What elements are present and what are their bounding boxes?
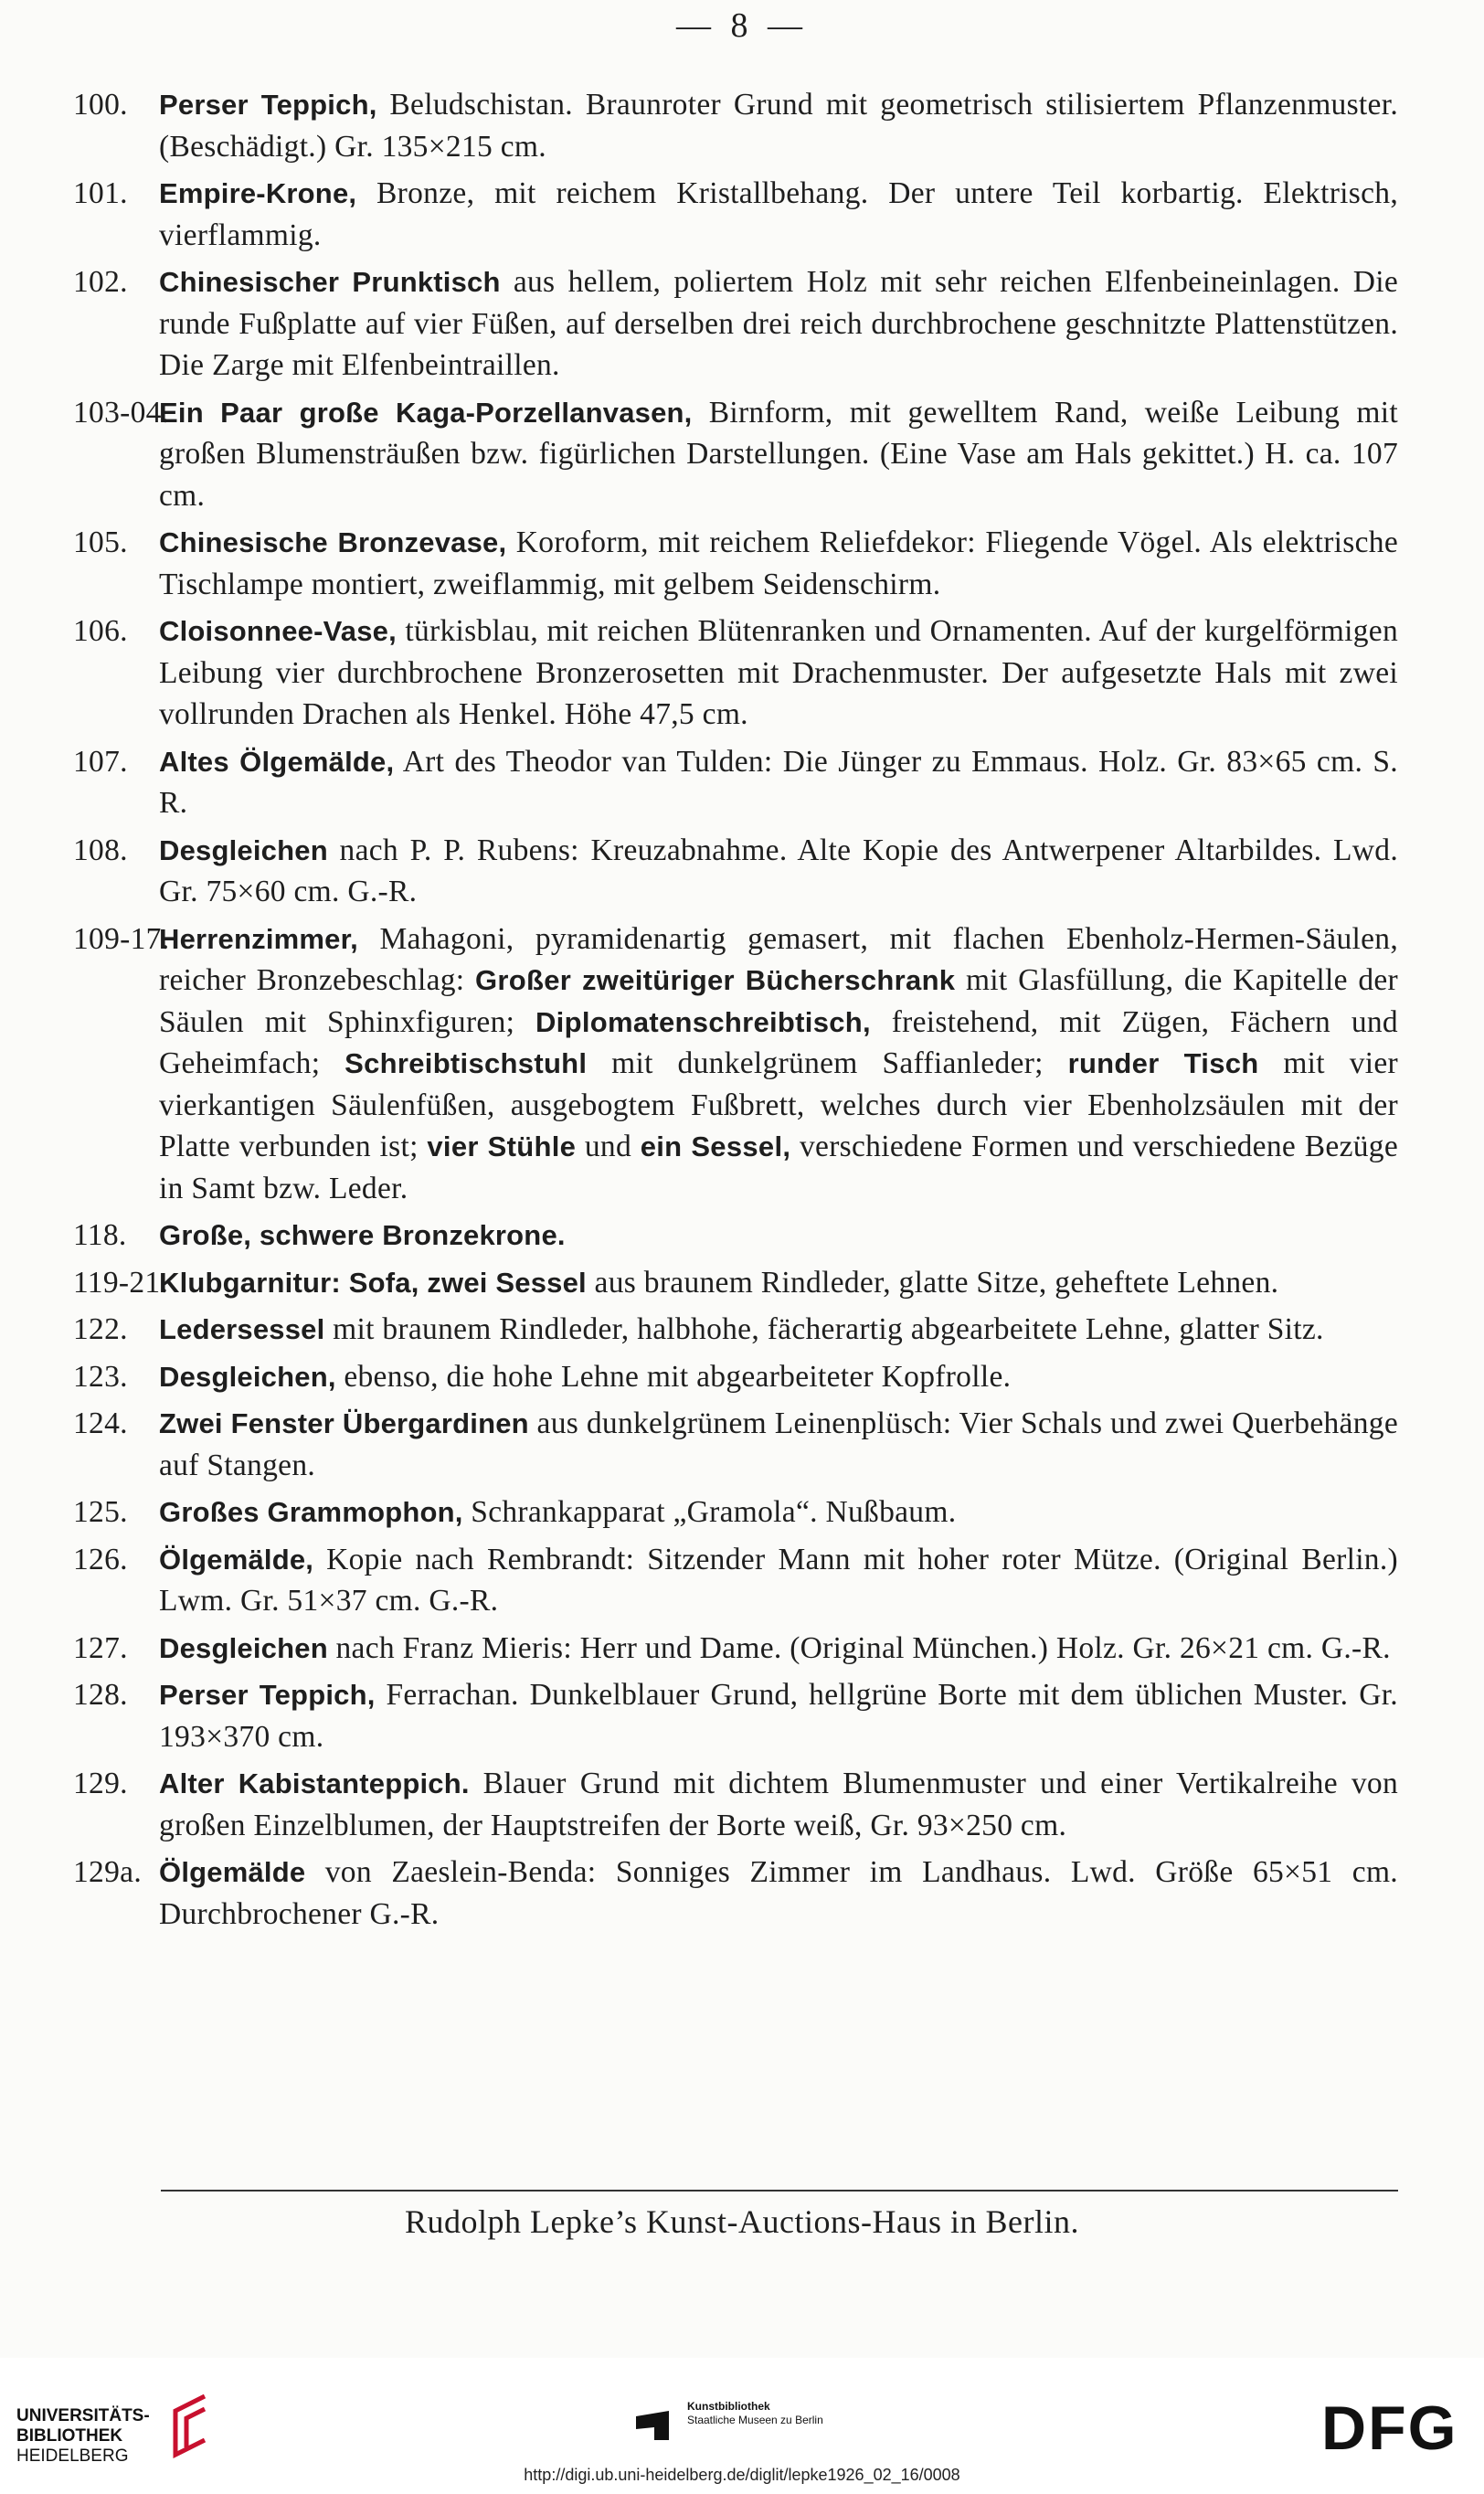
entry-number: 122. [73, 1312, 128, 1346]
entry-number: 123. [73, 1359, 128, 1394]
entry-text: Birnform, mit gewelltem Rand, weiße Leibung mit großen Blumensträußen bzw. figürlichen Darstellungen. (Eine Vase am Hals gekittet.) H. ca. 107 cm. [159, 395, 1398, 513]
catalog-entry [73, 1852, 1398, 1935]
entry-number: 129. [73, 1767, 128, 1800]
entry-number: 125. [73, 1495, 128, 1529]
catalog-entry [73, 392, 1398, 517]
entry-number: 100. [73, 88, 128, 122]
catalog-entry [73, 1763, 1398, 1846]
footer-divider [161, 2190, 1398, 2192]
entry-title: Ölgemälde [159, 1856, 306, 1888]
catalog-entry [73, 1539, 1398, 1622]
entry-text: von Zaeslein-Benda: Sonniges Zimmer im Landhaus. Lwd. Größe 65×51 cm. Durchbrochener G.-R. [159, 1855, 1398, 1931]
entry-text: Beludschistan. Braunroter Grund mit geometrisch stilisiertem Pflanzenmuster. (Beschädigt.) Gr. 135×215 cm. [159, 88, 1398, 164]
entry-title: Große, schwere Bronzekrone. [159, 1219, 566, 1251]
entry-text: und [576, 1130, 641, 1163]
entry-number: 105. [73, 525, 128, 559]
entry-number: 118. [73, 1218, 127, 1252]
entry-text: Bronze, mit reichem Kristallbehang. Der untere Teil korbartig. Elektrisch, vierflammig. [159, 176, 1398, 252]
library-emblem-icon [168, 2393, 210, 2458]
entry-number: 109-17. [73, 921, 170, 956]
entry-title: Herrenzimmer, [159, 922, 358, 955]
entry-text: mit vier vierkantigen Säulenfüßen, ausgebogtem Fußbrett, welches durch vier Ebenholzsäulen mit der Platte verbunden ist; [159, 1046, 1398, 1163]
entry-title: Desgleichen, [159, 1360, 336, 1393]
library-name-line2: BIBLIOTHEK [16, 2426, 123, 2446]
catalog-entry [73, 1674, 1398, 1757]
library-name-line3: HEIDELBERG [16, 2446, 129, 2466]
entry-title: Desgleichen [159, 1631, 328, 1664]
entry-text: mit Glasfüllung, die Kapitelle der Säulen mit Sphinxfiguren; [159, 963, 1399, 1039]
entry-title: Empire-Krone, [159, 177, 357, 209]
entry-title: Ölgemälde, [159, 1543, 314, 1576]
entry-title: Ein Paar große Kaga-Porzellanvasen, [159, 396, 693, 429]
entry-number: 126. [73, 1542, 128, 1576]
entry-title: Cloisonnee-Vase, [159, 615, 397, 647]
catalog-entry [73, 1215, 1398, 1257]
entry-title: Alter Kabistanteppich. [159, 1767, 470, 1799]
publisher-footer: Rudolph Lepke’s Kunst-Auctions-Haus in Berlin. [405, 2203, 1079, 2240]
entry-title: Desgleichen [159, 833, 328, 866]
catalog-entry [73, 1491, 1398, 1534]
university-library-logo[interactable] [16, 2406, 150, 2467]
catalog-entry [73, 173, 1398, 256]
entry-number: 128. [73, 1678, 128, 1712]
entry-text: Blauer Grund mit dichtem Blumenmuster und einer Vertikalreihe von großen Einzelblumen, der Hauptstreifen der Borte weiß, Gr. 93×250 cm. [159, 1767, 1398, 1842]
entry-text: Art des Theodor van Tulden: Die Jünger zu Emmaus. Holz. Gr. 83×65 cm. S. R. [159, 744, 1398, 820]
catalog-entry [73, 1356, 1398, 1398]
entry-text: mit braunem Rindleder, halbhohe, fächerartig abgearbeitete Lehne, glatter Sitz. [324, 1312, 1324, 1346]
entry-highlight: Diplomatenschreibtisch, [535, 1005, 871, 1038]
entry-text: Mahagoni, pyramidenartig gemasert, mit flachen Ebenholz-Hermen-Säulen, reicher Bronzebeschlag: [159, 921, 1398, 997]
entry-text: mit dunkelgrünem Saffianleder; [587, 1046, 1068, 1080]
entry-title: Chinesische Bronzevase, [159, 526, 507, 558]
entry-number: 108. [73, 833, 128, 867]
entry-number: 107. [73, 744, 128, 779]
entry-text: aus hellem, poliertem Holz mit sehr reichen Elfenbeineinlagen. Die runde Fußplatte auf vier Füßen, auf derselben drei reich durchbrochene geschnitzte Plattenstützen. Die Zarge mit Elfenbeintraillen. [159, 265, 1398, 382]
entry-text: Ferrachan. Dunkelblauer Grund, hellgrüne Borte mit dem üblichen Muster. Gr. 193×370 cm. [159, 1678, 1398, 1754]
catalog-entries [73, 84, 1398, 1940]
entry-text: Koroform, mit reichem Reliefdekor: Fliegende Vögel. Als elektrische Tischlampe montiert, zweiflammig, mit gelbem Seidenschirm. [159, 525, 1399, 601]
entry-title: Perser Teppich, [159, 89, 377, 121]
kunstbibliothek-label [687, 2400, 823, 2427]
entry-number: 124. [73, 1406, 128, 1440]
catalog-entry [73, 610, 1398, 736]
entry-text: aus dunkelgrünem Leinenplüsch: Vier Schals und zwei Querbehänge auf Stangen. [159, 1406, 1398, 1482]
catalog-entry [73, 84, 1398, 167]
entry-title: Altes Ölgemälde, [159, 745, 395, 778]
entry-text: nach Franz Mieris: Herr und Dame. (Original München.) Holz. Gr. 26×21 cm. G.-R. [327, 1630, 1391, 1665]
catalog-entry [73, 261, 1398, 387]
catalog-entry [73, 741, 1398, 824]
entry-number: 129a. [73, 1855, 142, 1889]
entry-text: freistehend, mit Zügen, Fächern und Geheimfach; [159, 1004, 1398, 1080]
source-url-link[interactable]: http://digi.ub.uni-heidelberg.de/diglit/lepke1926_02_16/0008 [524, 2466, 960, 2484]
catalog-entry [73, 1262, 1398, 1304]
catalog-entry [73, 1403, 1398, 1486]
catalog-entry [73, 1628, 1398, 1670]
entry-highlight: runder Tisch [1067, 1047, 1259, 1079]
kunstbibliothek-name: Kunstbibliothek [687, 2400, 770, 2413]
entry-title: Chinesischer Prunktisch [159, 266, 501, 298]
entry-highlight: vier Stühle [427, 1130, 577, 1162]
entry-title: Klubgarnitur: Sofa, zwei Sessel [159, 1266, 587, 1299]
dfg-logo[interactable]: DFG [1321, 2393, 1458, 2463]
entry-number: 103-04. [73, 395, 170, 430]
entry-title: Großes Grammophon, [159, 1496, 463, 1528]
entry-number: 101. [73, 176, 128, 210]
entry-title: Ledersessel [159, 1313, 325, 1345]
entry-text: Kopie nach Rembrandt: Sitzender Mann mit hoher roter Mütze. (Original Berlin.) Lwm. Gr. 51×37 cm. G.-R. [159, 1542, 1398, 1618]
entry-text: Schrankapparat „Gramola“. Nußbaum. [462, 1495, 957, 1529]
entry-text: ebenso, die hohe Lehne mit abgearbeiteter Kopfrolle. [335, 1359, 1012, 1394]
entry-number: 102. [73, 265, 128, 299]
entry-title: Zwei Fenster Übergardinen [159, 1407, 529, 1439]
entry-number: 127. [73, 1630, 128, 1665]
entry-text: nach P. P. Rubens: Kreuzabnahme. Alte Kopie des Antwerpener Altarbildes. Lwd. Gr. 75×60 cm. G.-R. [159, 833, 1398, 908]
entry-text: aus braunem Rindleder, glatte Sitze, geheftete Lehnen. [586, 1265, 1279, 1300]
entry-number: 119-21. [73, 1265, 169, 1300]
catalog-entry [73, 522, 1398, 605]
kunstbibliothek-logo-icon[interactable] [634, 2409, 671, 2442]
page-number: — 8 — [676, 6, 808, 45]
entry-highlight: Schreibtischstuhl [344, 1047, 588, 1079]
entry-title: Perser Teppich, [159, 1679, 376, 1711]
entry-number: 106. [73, 614, 128, 648]
catalog-entry [73, 918, 1398, 1210]
kunstbibliothek-subtitle: Staatliche Museen zu Berlin [687, 2414, 823, 2426]
library-name-line1: UNIVERSITÄTS- [16, 2406, 150, 2425]
entry-highlight: Großer zweitüriger Bücherschrank [475, 964, 956, 996]
catalog-entry [73, 1309, 1398, 1351]
entry-text: türkisblau, mit reichen Blütenranken und Ornamenten. Auf der kurgelförmigen Leibung vier durchbrochene Bronzerosetten mit Drachenmuster. Der aufgesetzte Hals mit zwei vollrunden Drachen als Henkel. Höhe 47,5 cm. [159, 614, 1398, 731]
entry-text: verschiedene Formen und verschiedene Bezüge in Samt bzw. Leder. [159, 1130, 1399, 1205]
entry-highlight: ein Sessel, [640, 1130, 791, 1162]
catalog-entry [73, 830, 1398, 913]
